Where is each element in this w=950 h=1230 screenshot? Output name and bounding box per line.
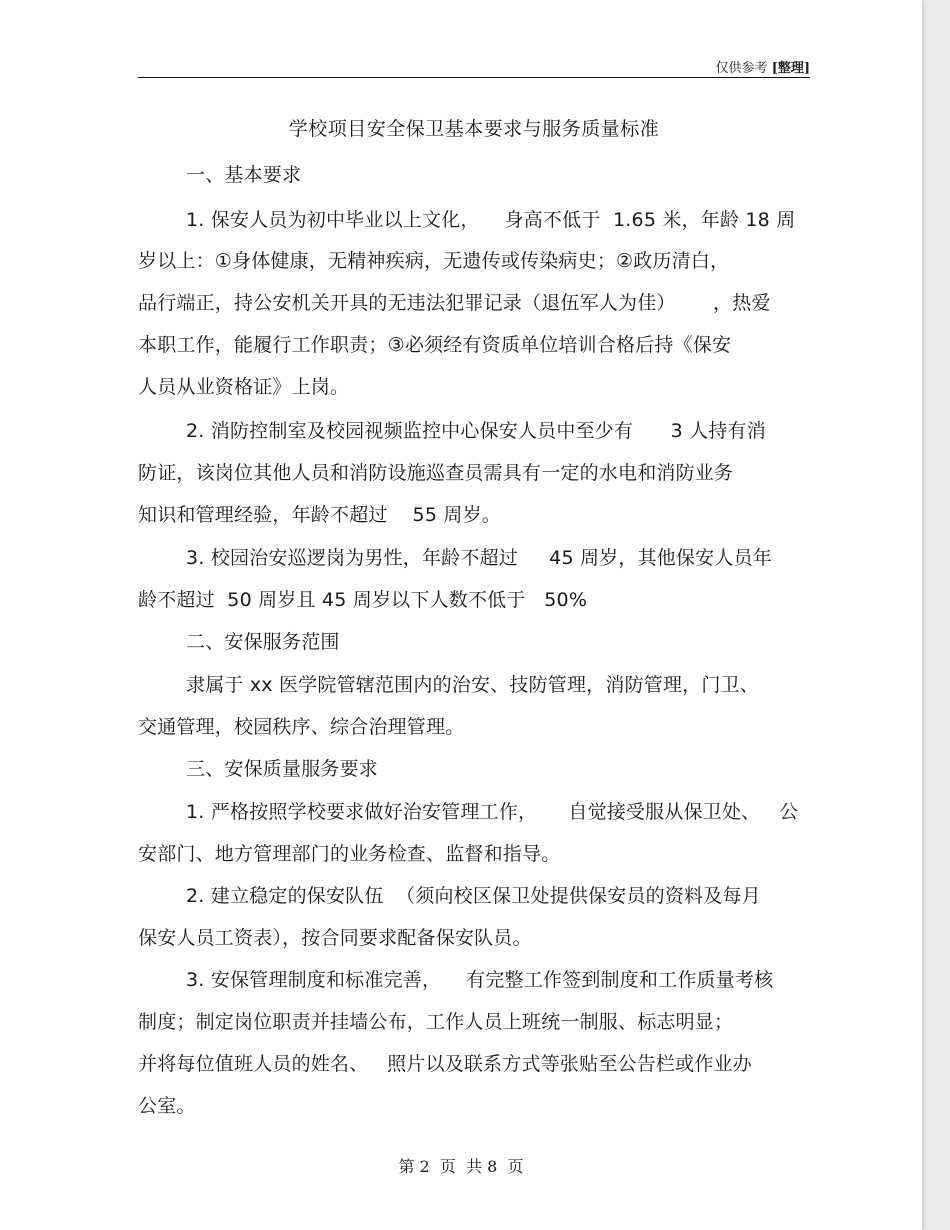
paragraph-line: 2. 建立稳定的保安队伍 （须向校区保卫处提供保安员的资料及每月	[186, 885, 761, 907]
paragraph-line: 公室。	[138, 1095, 196, 1117]
paragraph-line: 本职工作，能履行工作职责；③必须经有资质单位培训合格后持《保安	[138, 334, 732, 356]
paragraph-line: 隶属于 xx 医学院管辖范围内的治安、技防管理，消防管理，门卫、	[186, 674, 759, 696]
page-number-footer: 第 2 页 共 8 页	[398, 1157, 524, 1176]
document-title: 学校项目安全保卫基本要求与服务质量标准	[288, 118, 660, 140]
paragraph-line: 龄不超过 50 周岁且 45 周岁以下人数不低于 50%	[138, 589, 588, 611]
section-heading-quality-requirements: 三、安保质量服务要求	[186, 758, 379, 780]
paragraph-line: 1. 严格按照学校要求做好治安管理工作， 自觉接受服从保卫处、 公	[186, 801, 799, 823]
section-heading-basic-requirements: 一、基本要求	[186, 164, 302, 186]
header-note-text: 仅供参考	[715, 61, 768, 76]
paragraph-line: 3. 安保管理制度和标准完善， 有完整工作签到制度和工作质量考核	[186, 969, 774, 991]
paragraph-line: 品行端正，持公安机关开具的无违法犯罪记录（退伍军人为佳） ，热爱	[138, 292, 771, 314]
paragraph-line: 1. 保安人员为初中毕业以上文化， 身高不低于 1.65 米，年龄 18 周	[186, 209, 796, 231]
paragraph-line: 人员从业资格证》上岗。	[138, 376, 350, 398]
paragraph-line: 保安人员工资表），按合同要求配备保安队员。	[138, 927, 532, 949]
paragraph-line: 防证，该岗位其他人员和消防设施巡查员需具有一定的水电和消防业务	[138, 462, 734, 484]
header-rule	[138, 77, 810, 78]
paragraph-line: 制度；制定岗位职责并挂墙公布，工作人员上班统一制服、标志明显；	[138, 1011, 734, 1033]
section-heading-service-scope: 二、安保服务范围	[186, 631, 340, 653]
header-note-tag: [整理]	[771, 61, 810, 76]
paragraph-line: 交通管理，校园秩序、综合治理管理。	[138, 716, 465, 738]
paragraph-line: 安部门、地方管理部门的业务检查、监督和指导。	[138, 843, 561, 865]
header-note	[716, 57, 810, 76]
paragraph-line: 知识和管理经验，年龄不超过 55 周岁。	[138, 504, 501, 526]
paragraph-line: 并将每位值班人员的姓名、 照片以及联系方式等张贴至公告栏或作业办	[138, 1053, 752, 1075]
paragraph-line: 2. 消防控制室及校园视频监控中心保安人员中至少有 3 人持有消	[186, 420, 766, 442]
paragraph-line: 3. 校园治安巡逻岗为男性，年龄不超过 45 周岁，其他保安人员年	[186, 547, 772, 569]
paragraph-line: 岁以上：①身体健康，无精神疾病，无遗传或传染病史；②政历清白，	[138, 250, 730, 272]
